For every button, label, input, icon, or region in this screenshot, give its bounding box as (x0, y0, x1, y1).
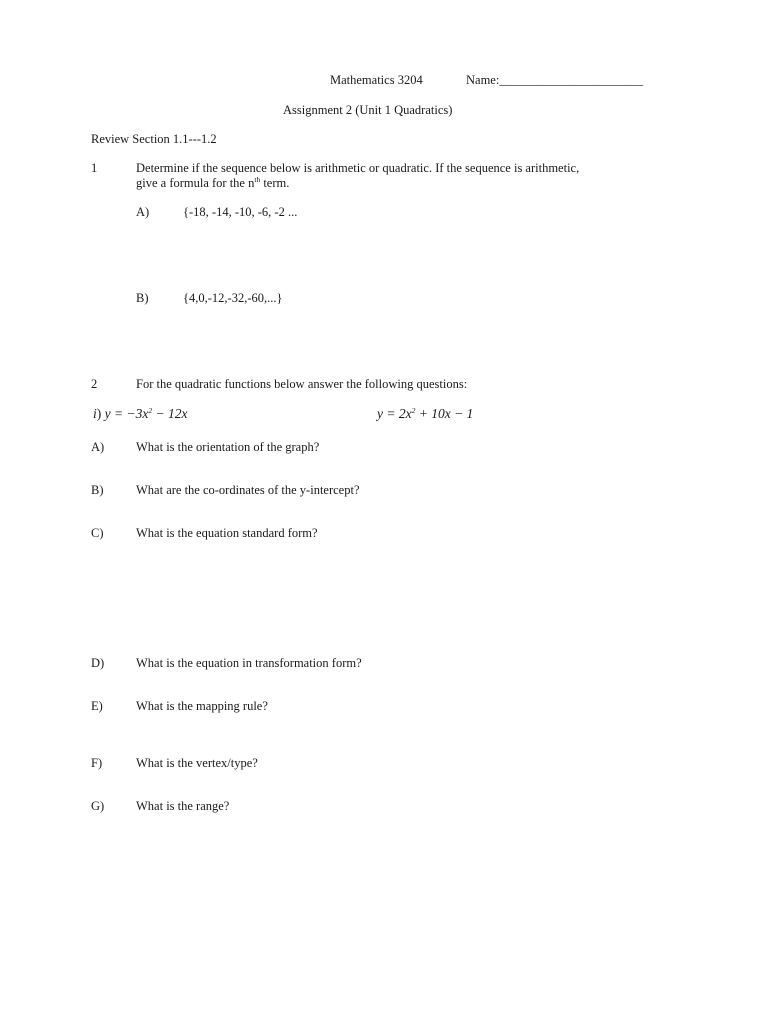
q2-part-f-label: F) (91, 756, 103, 770)
q1-part-b-sequence: {4,0,-12,-32,-60,...} (183, 291, 283, 305)
course-title: Mathematics 3204 (330, 73, 423, 87)
q2-part-d-text: What is the equation in transformation form? (136, 656, 362, 670)
question-1-text-line1: Determine if the sequence below is arithmetic or quadratic. If the sequence is arithmetic, (136, 161, 580, 175)
q2-part-f-text: What is the vertex/type? (136, 756, 258, 770)
question-1-text-line2-post: term. (260, 176, 290, 190)
q2-part-b-text: What are the co-ordinates of the y-intercept? (136, 483, 360, 497)
superscript-th: th (254, 175, 261, 184)
function-ii-exponent: 2 (411, 406, 416, 415)
function-ii-body: y = 2x (377, 406, 412, 421)
assignment-title: Assignment 2 (Unit 1 Quadratics) (283, 103, 453, 117)
function-i (93, 407, 187, 421)
question-1-text-line2-pre: give a formula for the n (136, 176, 255, 190)
q2-part-c-text: What is the equation standard form? (136, 526, 318, 540)
q2-part-b-label: B) (91, 483, 104, 497)
q1-part-a-label: A) (136, 205, 150, 219)
name-field-label: Name:_______________________ (466, 73, 644, 87)
function-ii (377, 407, 473, 421)
function-ii-tail: + 10x − 1 (415, 406, 474, 421)
q2-part-d-label: D) (91, 656, 105, 670)
q2-part-e-text: What is the mapping rule? (136, 699, 268, 713)
question-1-number: 1 (91, 161, 98, 175)
q2-part-g-text: What is the range? (136, 799, 230, 813)
question-1-text-line2 (136, 177, 289, 190)
function-i-prefix: i (93, 406, 97, 421)
q2-part-a-label: A) (91, 440, 105, 454)
q2-part-c-label: C) (91, 526, 104, 540)
q1-part-b-label: B) (136, 291, 149, 305)
q2-part-e-label: E) (91, 699, 103, 713)
question-2-intro: For the quadratic functions below answer the following questions: (136, 377, 468, 391)
function-i-exponent: 2 (148, 406, 153, 415)
review-section-label: Review Section 1.1---1.2 (91, 132, 217, 146)
q1-part-a-sequence: {-18, -14, -10, -6, -2 ... (183, 205, 298, 219)
function-i-paren: ) (96, 406, 102, 421)
question-2-number: 2 (91, 377, 98, 391)
q2-part-a-text: What is the orientation of the graph? (136, 440, 320, 454)
q2-part-g-label: G) (91, 799, 105, 813)
function-i-body: y = −3x (104, 406, 149, 421)
function-i-tail: − 12x (152, 406, 188, 421)
